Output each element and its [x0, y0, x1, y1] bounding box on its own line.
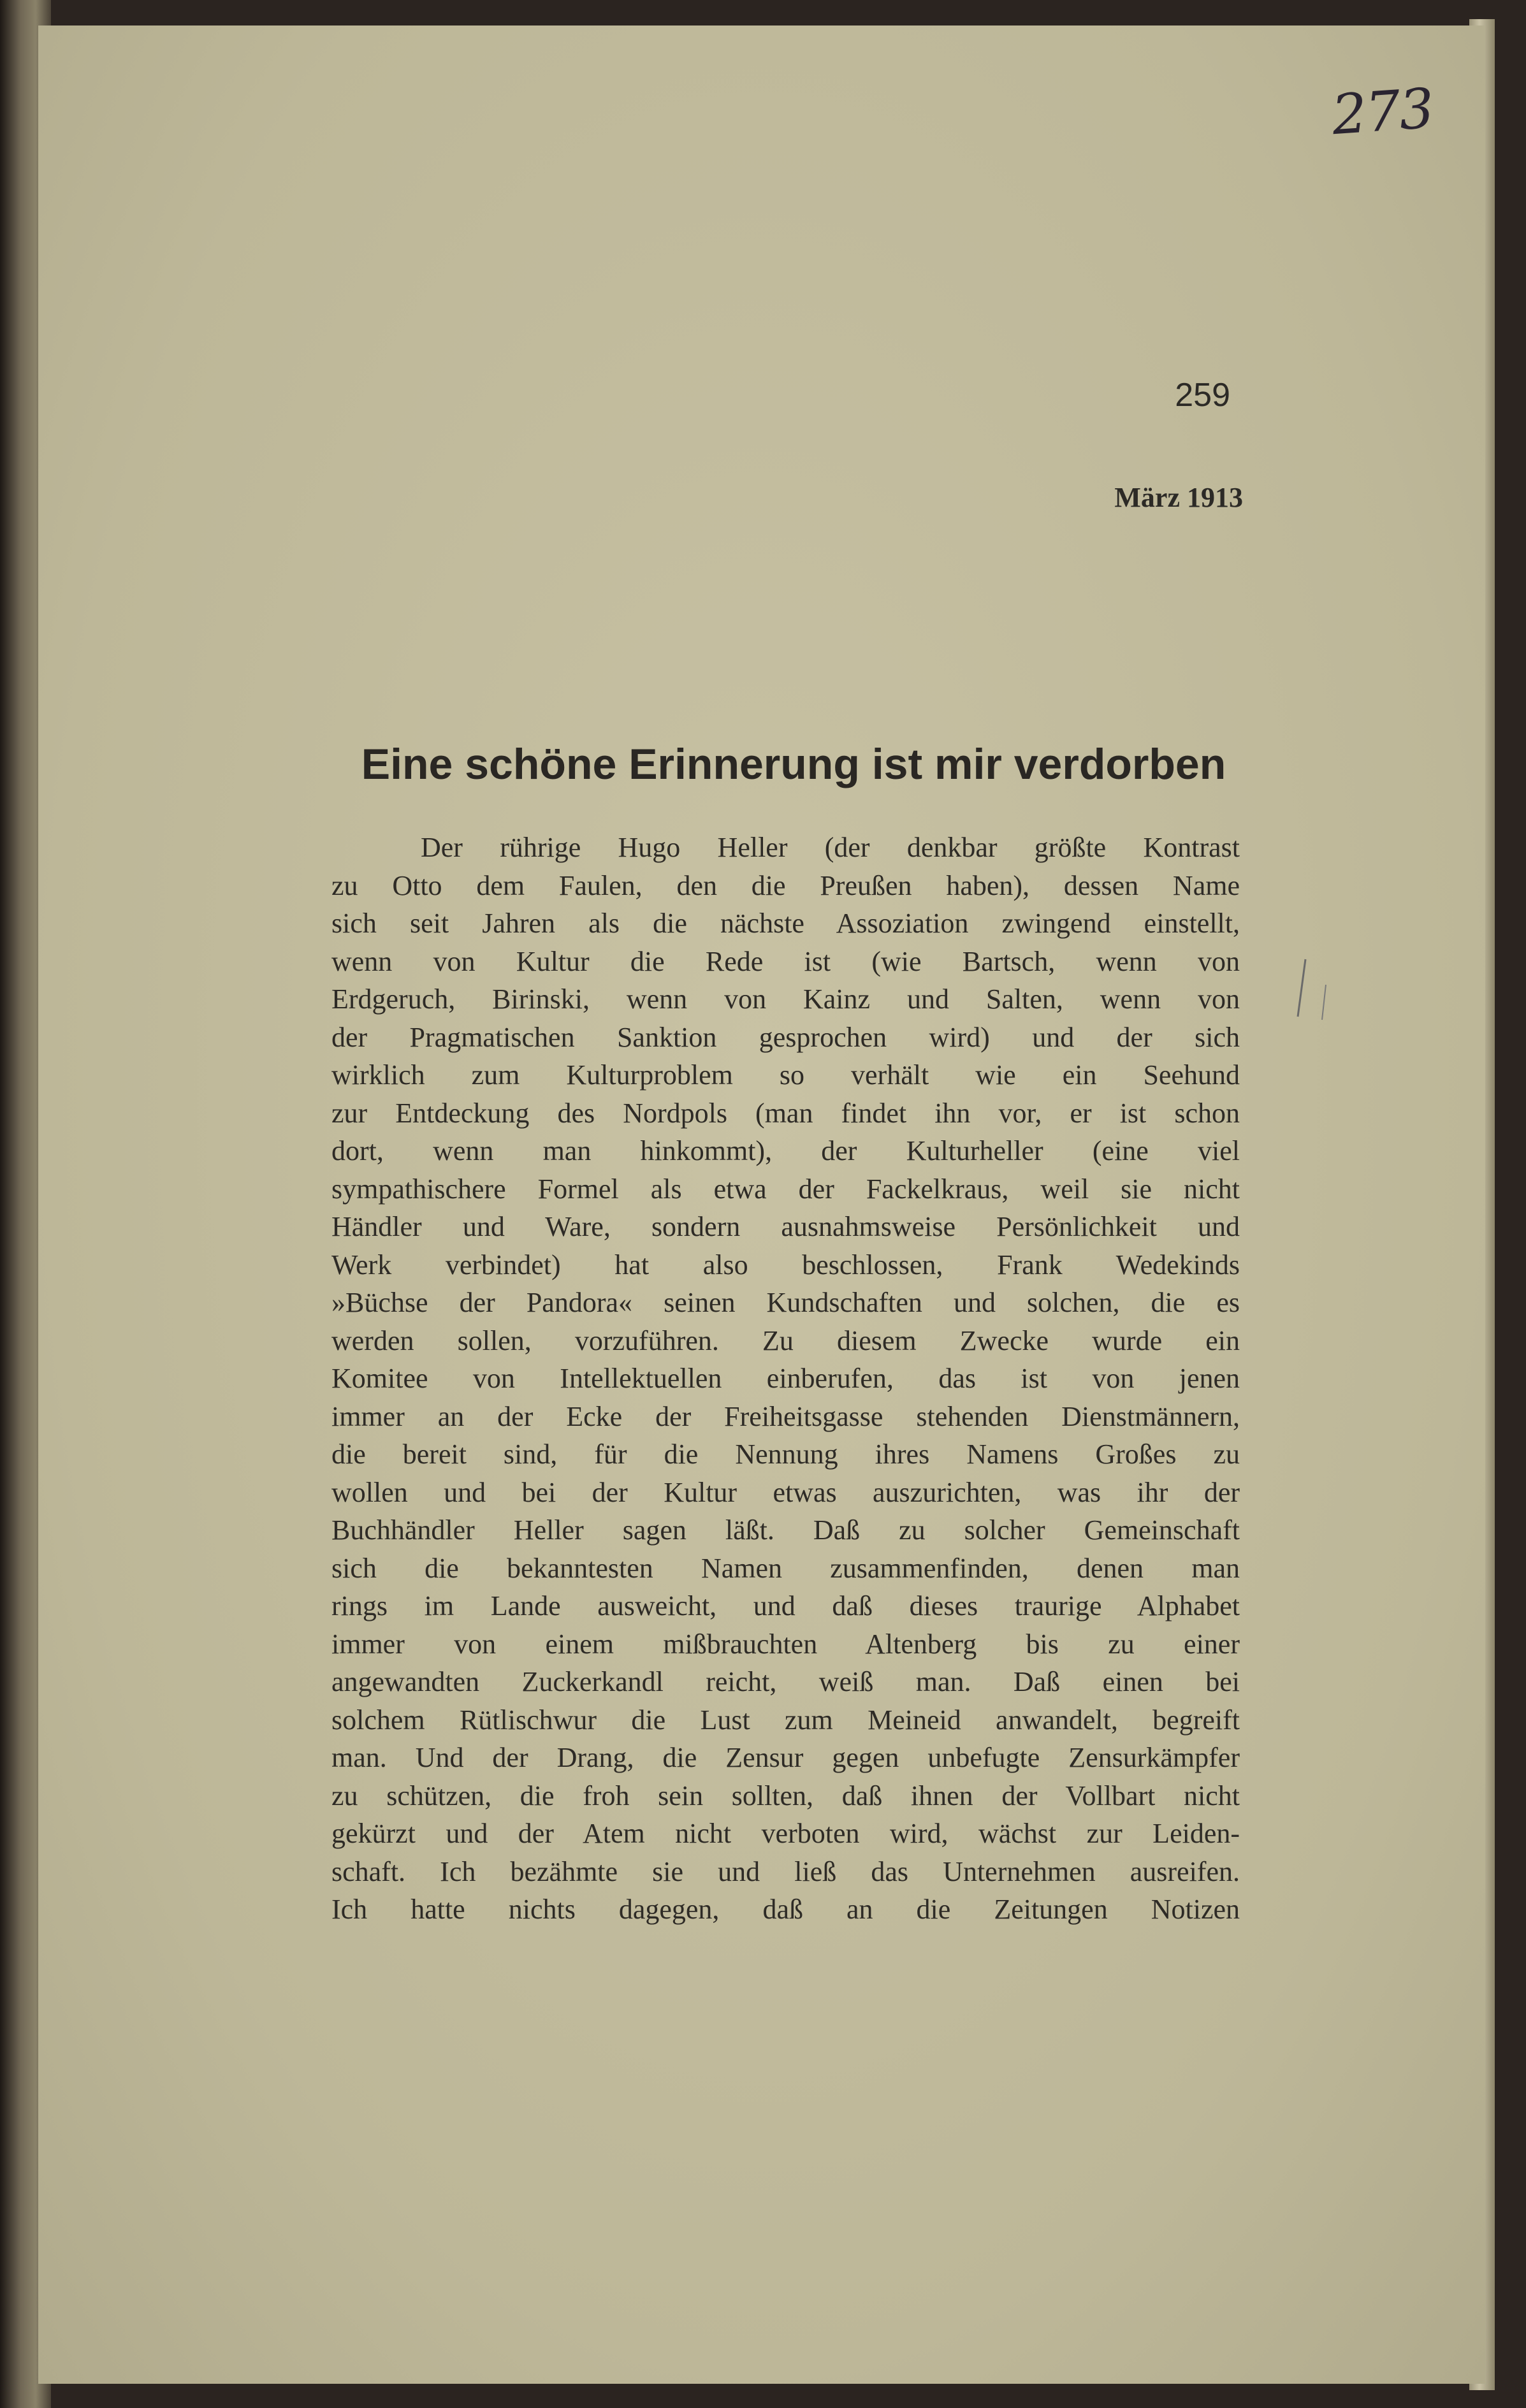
text-line: Ich hatte nichts dagegen, daß an die Zeitungen Notizen [331, 1894, 1240, 1925]
text-line: solchem Rütlischwur die Lust zum Meineid anwandelt, begreift [331, 1704, 1240, 1736]
text-line: sich die bekanntesten Namen zusammenfinden, denen man [331, 1552, 1240, 1584]
issue-date: März 1913 [1114, 482, 1243, 513]
text-line: angewandten Zuckerkandl reicht, weiß man. Daß einen bei [331, 1666, 1240, 1697]
article-title: Eine schöne Erinnerung ist mir verdorben [361, 740, 1226, 788]
text-line: schaft. Ich bezähmte sie und ließ das Unternehmen ausreifen. [331, 1855, 1240, 1887]
text-line: der Pragmatischen Sanktion gesprochen wird) und der sich [331, 1021, 1240, 1053]
text-line: rings im Lande ausweicht, und daß dieses traurige Alphabet [331, 1590, 1240, 1621]
text-line: werden sollen, vorzuführen. Zu diesem Zwecke wurde ein [331, 1324, 1240, 1356]
text-line: die bereit sind, für die Nennung ihres Namens Großes zu [331, 1439, 1240, 1470]
text-line: wenn von Kultur die Rede ist (wie Bartsch, wenn von [331, 945, 1240, 977]
text-line: zu Otto dem Faulen, den die Preußen haben), dessen Name [331, 869, 1240, 901]
text-line: sich seit Jahren als die nächste Assoziation zwingend einstellt, [331, 908, 1240, 939]
article-body [331, 829, 1240, 1929]
page-number: 259 [1175, 377, 1230, 414]
handwritten-folio-number: 273 [1330, 76, 1435, 148]
text-line: Werk verbindet) hat also beschlossen, Frank Wedekinds [331, 1249, 1240, 1280]
text-line: immer von einem mißbrauchten Altenberg bis zu einer [331, 1628, 1240, 1660]
text-line: Erdgeruch, Birinski, wenn von Kainz und Salten, wenn von [331, 983, 1240, 1015]
text-line: sympathischere Formel als etwa der Fackelkraus, weil sie nicht [331, 1173, 1240, 1205]
text-line: man. Und der Drang, die Zensur gegen unbefugte Zensurkämpfer [331, 1742, 1240, 1773]
text-line: gekürzt und der Atem nicht verboten wird, wächst zur Leiden- [331, 1818, 1240, 1849]
text-line: Händler und Ware, sondern ausnahmsweise Persönlichkeit und [331, 1211, 1240, 1242]
text-line: Komitee von Intellektuellen einberufen, das ist von jenen [331, 1363, 1240, 1394]
text-line: immer an der Ecke der Freiheitsgasse stehenden Dienstmännern, [331, 1400, 1240, 1432]
text-line: Buchhändler Heller sagen läßt. Daß zu solcher Gemeinschaft [331, 1514, 1240, 1546]
text-line: dort, wenn man hinkommt), der Kulturheller (eine viel [331, 1135, 1240, 1166]
text-line: wollen und bei der Kultur etwas auszurichten, was ihr der [331, 1476, 1240, 1508]
text-line: Der rührige Hugo Heller (der denkbar größte Kontrast [421, 832, 1240, 863]
text-line: zur Entdeckung des Nordpols (man findet ihn vor, er ist schon [331, 1097, 1240, 1129]
text-line: »Büchse der Pandora« seinen Kundschaften und solchen, die es [331, 1287, 1240, 1318]
text-line: zu schützen, die froh sein sollten, daß ihnen der Vollbart nicht [331, 1780, 1240, 1811]
pencil-margin-mark [1286, 956, 1337, 1026]
text-line: wirklich zum Kulturproblem so verhält wie ein Seehund [331, 1059, 1240, 1091]
